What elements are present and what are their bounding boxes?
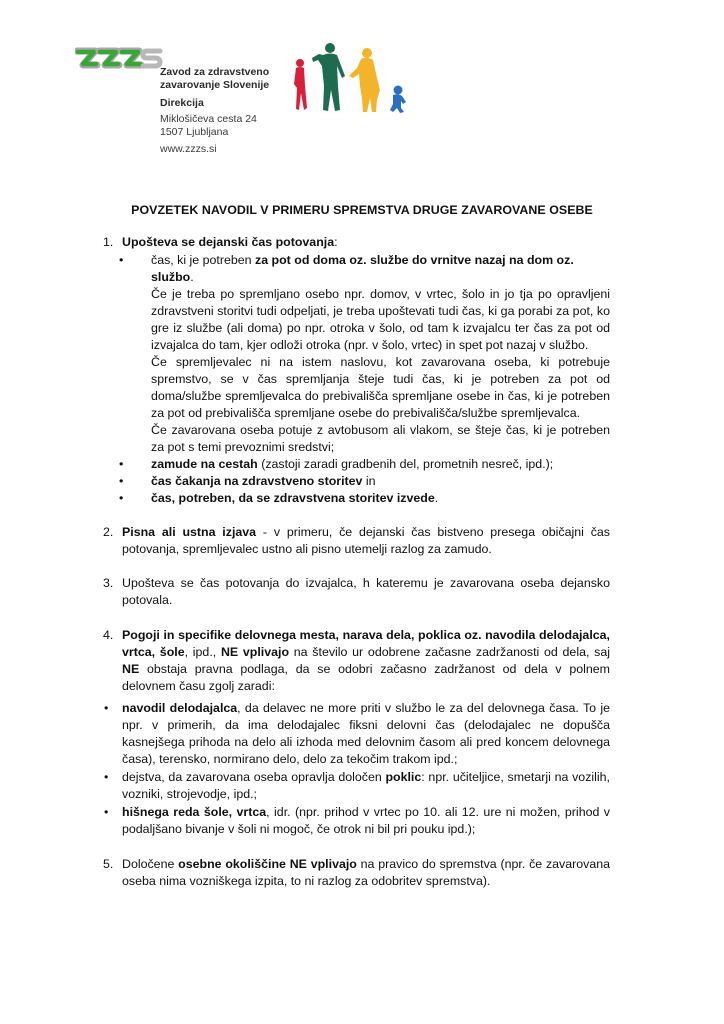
bullet-bold-text: čas, potreben, da se zdravstvena storitev izvede [151, 491, 435, 505]
item-number: 3. [103, 576, 114, 590]
figure-blue-toddler [390, 86, 406, 114]
bullet-paragraph: Če je treba po spremljano osebo npr. domov, v vrtec, šolo in jo tja po opravljeni zdravstveni storitvi tudi odpeljati, je treba upoštevati tudi čas, ki ga porabi za pot, ko gre iz službe (ali doma) po npr. otroka v šolo, od tam k izvajalcu ter čas za pot od izvajalca do tam, kjer odloži otroka (npr. v šolo, vrtec) in spet pot nazaj v službo. [151, 287, 610, 352]
bullet-text: . [190, 270, 194, 284]
bullet-icon: • [119, 491, 124, 505]
item-1-bullet-4 [151, 490, 610, 507]
item-5-text: Določene [122, 857, 179, 871]
organization-block [160, 66, 269, 156]
bullet-text: (zastoji zaradi gradbenih del, prometnih nesreč, ipd.); [257, 457, 554, 471]
bullet-bold-text: zamude na cestah [151, 457, 258, 471]
figure-teal-adult [312, 43, 345, 111]
item-1-bullet-3 [151, 473, 610, 490]
bullet-icon: • [119, 457, 124, 471]
bullet-bold-text: hišnega reda šole, vrtca [122, 805, 267, 819]
logo-letter-z1 [77, 51, 97, 65]
document-title: POVZETEK NAVODIL V PRIMERU SPREMSTVA DRUGE ZAVAROVANE OSEBE [131, 203, 593, 217]
item-1-heading [122, 234, 610, 251]
zzzs-logo [75, 45, 163, 75]
item-1-heading-text: Upošteva se dejanski čas potovanja [122, 235, 335, 249]
item-4-text: obstaja pravna podlaga, da se odobri začasno zadržanost od dela v polnem delovnem času zgolj zaradi: [122, 662, 610, 693]
bullet-bold-text: čas čakanja na zdravstveno storitev [151, 474, 363, 488]
address-line1: Miklošičeva cesta 24 [160, 113, 257, 125]
bullet-icon: • [104, 805, 109, 819]
item-4 [122, 627, 610, 695]
bullet-text: dejstva, da zavarovana oseba opravlja določen [122, 770, 386, 784]
bullet-icon: • [104, 701, 109, 715]
item-number: 1. [103, 235, 114, 249]
bullet-icon: • [119, 253, 124, 267]
org-name-line1: Zavod za zdravstveno [160, 66, 270, 78]
department: Direkcija [160, 97, 204, 109]
bullet-text: . [434, 491, 439, 505]
bullet-bold-text: za pot od doma oz. službe do vrnitve nazaj na dom oz. službo [151, 253, 574, 284]
address-line2: 1507 Ljubljana [160, 126, 229, 138]
item-5 [122, 856, 610, 890]
bullet-paragraph: Če spremljevalec ni na istem naslovu, kot zavarovana oseba, ki potrebuje spremstvo, se v čas spremljanja šteje tudi čas, ki je potreben za pot od doma/službe spremljevalca do prebivališča spremljane osebe in čas, ki je potreben za pot od prebivališča spremljane osebe do prebivališča/službe spremljevalca. [151, 355, 610, 420]
item-number: 4. [103, 628, 114, 642]
item-number: 5. [103, 857, 114, 871]
bullet-bold-text: navodil delodajalca [122, 701, 238, 715]
org-name-line2: zavarovanje Slovenije [160, 79, 270, 91]
item-5-bold-text: osebne okoliščine NE vplivajo [178, 857, 357, 871]
item-4-bullet-2 [122, 769, 610, 803]
bullet-text: : npr. učiteljice, smetarji na vozilih, vozniki, strojevodje, ipd.; [122, 770, 610, 801]
bullet-text: , idr. (npr. prihod v vrtec po 10. ali 12. ure ni možen, prihod v podaljšano bivanje v šoli ni mogoč, če otrok ni bil pri pouku ipd.); [122, 805, 610, 836]
item-3-text: Upošteva se čas potovanja do izvajalca, h kateremu je zavarovana oseba dejansko potovala. [122, 576, 610, 607]
website: www.zzzs.si [160, 143, 217, 155]
bullet-icon: • [104, 770, 109, 784]
figure-yellow-adult [349, 48, 380, 112]
item-1-bullet-1 [151, 252, 610, 456]
logo-letter-z3 [121, 51, 141, 65]
item-4-bullet-1 [122, 700, 610, 768]
item-2-bold-text: Pisna ali ustna izjava [122, 525, 257, 539]
item-4-bold-text: NE vplivajo [220, 645, 290, 659]
figure-red-child [294, 59, 307, 110]
item-4-bold-text: NE [122, 662, 140, 676]
bullet-paragraph: Če zavarovana oseba potuje z avtobusom ali vlakom, se šteje čas, ki je potreben za pot s temi prevoznimi sredstvi; [151, 423, 610, 454]
bullet-bold-text: poklic [385, 770, 422, 784]
logo-letter-s [143, 51, 160, 66]
item-2 [122, 524, 610, 558]
item-4-bullet-3 [122, 804, 610, 838]
heading-suffix: : [334, 235, 338, 249]
bullet-text: čas, ki je potreben [151, 253, 256, 267]
item-4-bold-text: Pogoji in specifike delovnega mesta, narava dela, poklica oz. navodila delodajalca, vrtca, šole [122, 628, 610, 659]
item-2-text: - v primeru, če dejanski čas bistveno presega običajni čas potovanja, spremljevalec ustno ali pisno utemelji razlog za zamudo. [122, 525, 611, 556]
logo-letter-z2 [99, 51, 119, 65]
bullet-text: , da delavec ne more priti v službo le za del delovnega časa. To je npr. v primerih, da ima delodajalec fiksni delovni čas (delodajalec ne dopušča kasnejšega prihoda na delo ali izhoda med delovnim časom ali pred koncem delovnega časa), terensko, normirano delo, delo za tekočim trakom ipd.; [122, 701, 610, 766]
item-number: 2. [103, 525, 114, 539]
item-1-bullet-2 [151, 456, 610, 473]
bullet-text: in [362, 474, 376, 488]
item-3 [122, 575, 610, 609]
item-5-text: na pravico do spremstva (npr. če zavarovana oseba nima vozniškega izpita, to ni razlog za odobritev spremstva). [122, 857, 611, 888]
item-4-text: , ipd., [184, 645, 221, 659]
item-4-text: na število ur odobrene začasne zadržanosti od dela, saj [289, 645, 610, 659]
people-figures-illustration [285, 38, 410, 116]
bullet-icon: • [119, 474, 124, 488]
